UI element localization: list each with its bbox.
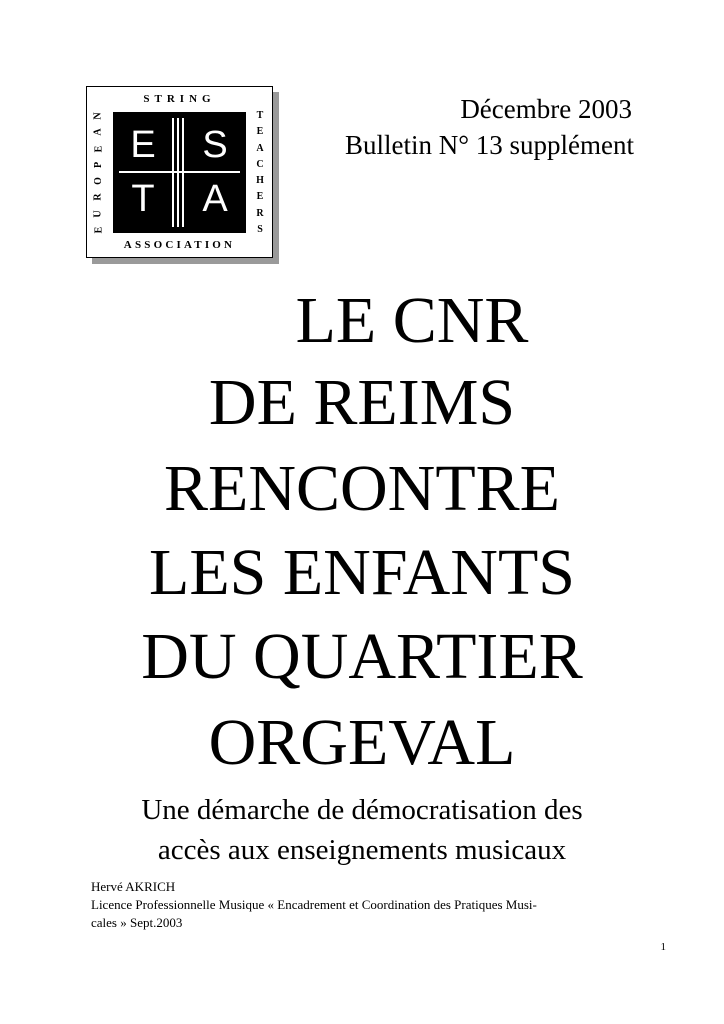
title-line: DE REIMS (208, 366, 516, 439)
licence-line: cales » Sept.2003 (91, 915, 183, 930)
logo-left-text: N A E P O R U E (92, 112, 104, 234)
subtitle-line: Une démarche de démocratisation des (141, 794, 583, 826)
licence-line: Licence Professionnelle Musique « Encadrement et Coordination des Pratiques Musi- (91, 897, 537, 912)
title-line: ORGEVAL (208, 706, 516, 779)
logo-line (119, 171, 240, 173)
logo-top-text: STRING (143, 93, 216, 105)
title-line: LES ENFANTS (149, 536, 575, 609)
bulletin-number: Bulletin N° 13 supplément (344, 130, 634, 160)
bulletin-date: Décembre 2003 (460, 94, 632, 124)
esta-logo (86, 86, 273, 258)
page-number: 1 (660, 941, 666, 953)
logo-bottom-text: ASSOCIATION (123, 239, 236, 251)
logo-letter-s: S (202, 124, 228, 166)
logo-letter-a: A (202, 178, 228, 220)
logo-letter-e: E (130, 124, 156, 166)
subtitle-line: accès aux enseignements musicaux (157, 834, 567, 866)
author: Hervé AKRICH (91, 879, 176, 894)
title-line: DU QUARTIER (141, 620, 583, 693)
logo-letter-t: T (131, 178, 155, 220)
title-line: LE CNR (295, 284, 529, 357)
title-line: RENCONTRE (164, 452, 560, 525)
logo-emblem (113, 112, 246, 233)
logo-right-text: T E A C H E R S (256, 110, 264, 235)
